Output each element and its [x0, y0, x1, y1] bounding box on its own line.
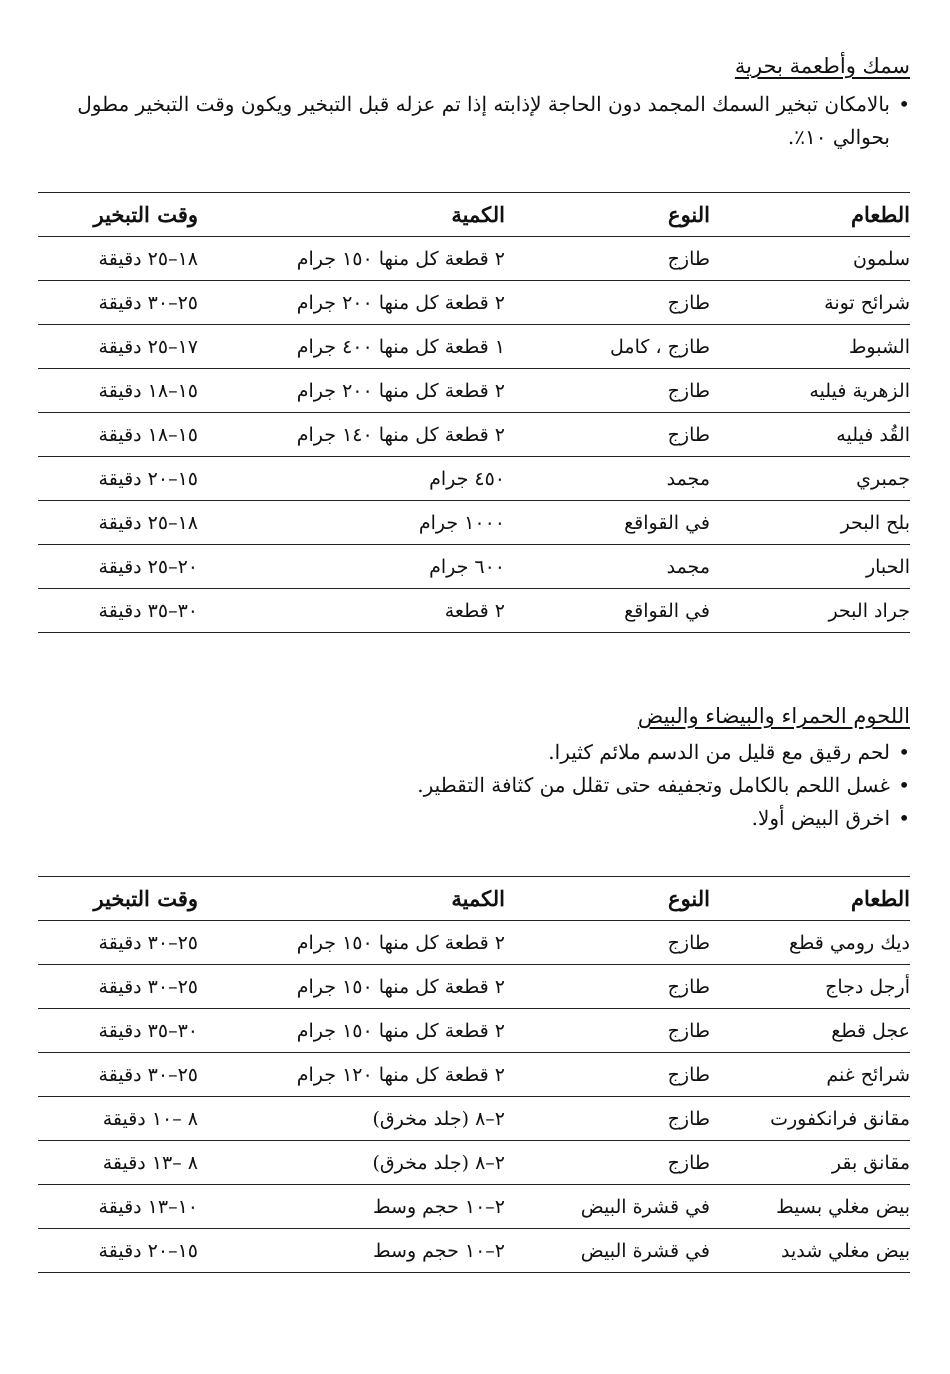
header-steam-time: وقت التبخير [38, 877, 198, 921]
table-row [38, 545, 910, 589]
cell-food: مقانق فرانكفورت [710, 1097, 910, 1141]
table-row [38, 281, 910, 325]
table-header-row [38, 877, 910, 921]
cell-quantity: ٦٠٠ جرام [198, 545, 505, 589]
cell-steam-time: ٣٠–٣٥ دقيقة [38, 1009, 198, 1053]
cell-quantity: ٢–٨ (جلد مخرق) [198, 1097, 505, 1141]
cell-steam-time: ٨ –١٣ دقيقة [38, 1141, 198, 1185]
fish-notes [38, 88, 910, 154]
cell-food: ديك رومي قطع [710, 921, 910, 965]
cell-steam-time: ٢٥–٣٠ دقيقة [38, 1053, 198, 1097]
cell-quantity: ٢ قطعة كل منها ١٥٠ جرام [198, 1009, 505, 1053]
cell-type: طازج [505, 1009, 710, 1053]
cell-food: عجل قطع [710, 1009, 910, 1053]
cell-steam-time: ٢٥–٣٠ دقيقة [38, 921, 198, 965]
table-row [38, 501, 910, 545]
cell-type: طازج [505, 921, 710, 965]
cell-type: طازج ، كامل [505, 325, 710, 369]
cell-steam-time: ١٧–٢٥ دقيقة [38, 325, 198, 369]
cell-food: جمبري [710, 457, 910, 501]
header-type: النوع [505, 193, 710, 237]
cell-food: الشبوط [710, 325, 910, 369]
table-row [38, 1009, 910, 1053]
cell-steam-time: ١٨–٢٥ دقيقة [38, 501, 198, 545]
cell-steam-time: ٣٠–٣٥ دقيقة [38, 589, 198, 633]
cell-steam-time: ١٥–٢٠ دقيقة [38, 1229, 198, 1273]
cell-steam-time: ٢٠–٢٥ دقيقة [38, 545, 198, 589]
header-food: الطعام [710, 877, 910, 921]
cell-type: طازج [505, 1141, 710, 1185]
fish-note-1: • بالامكان تبخير السمك المجمد دون الحاجة لإذابته إذا تم عزله قبل التبخير ويكون وقت التبخير مطول بحوالي ١٠٪. [38, 88, 910, 154]
table-row [38, 1097, 910, 1141]
cell-food: الحبار [710, 545, 910, 589]
cell-food: أرجل دجاج [710, 965, 910, 1009]
cell-type: طازج [505, 237, 710, 281]
table-row [38, 965, 910, 1009]
cell-steam-time: ١٥–١٨ دقيقة [38, 369, 198, 413]
table-row [38, 369, 910, 413]
cell-quantity: ٢ قطعة كل منها ١٤٠ جرام [198, 413, 505, 457]
cell-steam-time: ١٥–١٨ دقيقة [38, 413, 198, 457]
cell-type: في قشرة البيض [505, 1185, 710, 1229]
cell-type: طازج [505, 281, 710, 325]
cell-quantity: ١ قطعة كل منها ٤٠٠ جرام [198, 325, 505, 369]
header-steam-time: وقت التبخير [38, 193, 198, 237]
cell-food: مقانق بقر [710, 1141, 910, 1185]
cell-food: القُد فيليه [710, 413, 910, 457]
cell-food: سلمون [710, 237, 910, 281]
cell-food: بلح البحر [710, 501, 910, 545]
cell-quantity: ٤٥٠ جرام [198, 457, 505, 501]
table-row [38, 457, 910, 501]
fish-section-title: سمك وأطعمة بحرية [734, 54, 910, 78]
table-row [38, 325, 910, 369]
cell-type: طازج [505, 413, 710, 457]
cell-steam-time: ٢٥–٣٠ دقيقة [38, 281, 198, 325]
cell-quantity: ٢–١٠ حجم وسط [198, 1229, 505, 1273]
table-row [38, 921, 910, 965]
cell-food: بيض مغلي شديد [710, 1229, 910, 1273]
cell-steam-time: ١٨–٢٥ دقيقة [38, 237, 198, 281]
header-quantity: الكمية [198, 877, 505, 921]
cell-type: مجمد [505, 545, 710, 589]
cell-type: في قشرة البيض [505, 1229, 710, 1273]
cell-steam-time: ٨ –١٠ دقيقة [38, 1097, 198, 1141]
cell-quantity: ٢ قطعة كل منها ١٢٠ جرام [198, 1053, 505, 1097]
cell-food: شرائح غنم [710, 1053, 910, 1097]
table-row [38, 1185, 910, 1229]
cell-quantity: ٢ قطعة [198, 589, 505, 633]
cell-quantity: ٢–١٠ حجم وسط [198, 1185, 505, 1229]
fish-table [38, 192, 910, 633]
meat-table [38, 876, 910, 1273]
header-food: الطعام [710, 193, 910, 237]
cell-quantity: ٢ قطعة كل منها ١٥٠ جرام [198, 965, 505, 1009]
cell-quantity: ٢ قطعة كل منها ١٥٠ جرام [198, 921, 505, 965]
meat-section-title: اللحوم الحمراء والبيضاء والبيض [637, 704, 910, 728]
cell-food: جراد البحر [710, 589, 910, 633]
header-quantity: الكمية [198, 193, 505, 237]
table-row [38, 1141, 910, 1185]
table-row [38, 237, 910, 281]
cell-type: طازج [505, 1053, 710, 1097]
meat-note-1: • لحم رقيق مع قليل من الدسم ملائم كثيرا. [38, 736, 910, 769]
cell-food: الزهرية فيليه [710, 369, 910, 413]
meat-note-3: • اخرق البيض أولا. [38, 802, 910, 835]
cell-steam-time: ٢٥–٣٠ دقيقة [38, 965, 198, 1009]
table-row [38, 1053, 910, 1097]
cell-food: شرائح تونة [710, 281, 910, 325]
table-row [38, 1229, 910, 1273]
cell-type: مجمد [505, 457, 710, 501]
table-row [38, 589, 910, 633]
meat-note-2: • غسل اللحم بالكامل وتجفيفه حتى تقلل من كثافة التقطير. [38, 769, 910, 802]
cell-type: في القواقع [505, 589, 710, 633]
cell-quantity: ٢ قطعة كل منها ٢٠٠ جرام [198, 369, 505, 413]
cell-steam-time: ١٠–١٣ دقيقة [38, 1185, 198, 1229]
meat-notes [38, 736, 910, 835]
cell-type: طازج [505, 965, 710, 1009]
cell-quantity: ٢ قطعة كل منها ١٥٠ جرام [198, 237, 505, 281]
cell-quantity: ٢ قطعة كل منها ٢٠٠ جرام [198, 281, 505, 325]
cell-quantity: ١٠٠٠ جرام [198, 501, 505, 545]
table-row [38, 413, 910, 457]
cell-steam-time: ١٥–٢٠ دقيقة [38, 457, 198, 501]
header-type: النوع [505, 877, 710, 921]
cell-quantity: ٢–٨ (جلد مخرق) [198, 1141, 505, 1185]
cell-food: بيض مغلي بسيط [710, 1185, 910, 1229]
cell-type: طازج [505, 1097, 710, 1141]
table-header-row [38, 193, 910, 237]
cell-type: في القواقع [505, 501, 710, 545]
cell-type: طازج [505, 369, 710, 413]
